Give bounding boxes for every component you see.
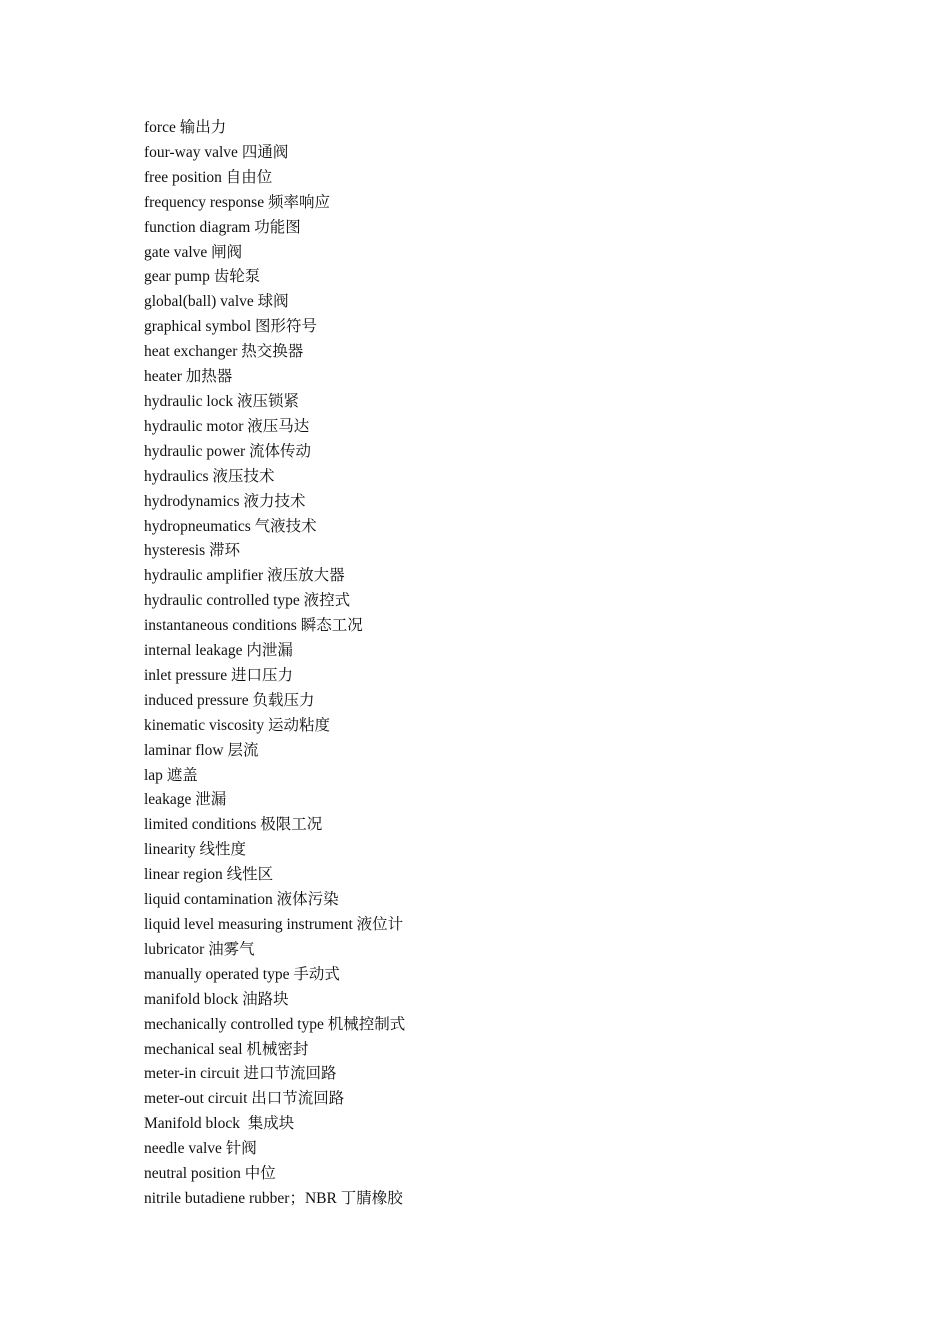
glossary-entry: lubricator 油雾气 [144,940,255,958]
glossary-entry: linear region 线性区 [144,866,274,884]
glossary-entry: mechanically controlled type 机械控制式 [144,1015,406,1033]
glossary-entry: limited conditions 极限工况 [144,816,323,834]
glossary-entry: global(ball) valve 球阀 [144,293,289,311]
glossary-entry: gate valve 闸阀 [144,243,243,261]
glossary-entry: internal leakage 内泄漏 [144,642,293,660]
glossary-entry: gear pump 齿轮泵 [144,268,261,286]
glossary-entry: linearity 线性度 [144,841,247,859]
glossary-entry: heat exchanger 热交换器 [144,343,304,361]
glossary-entry: instantaneous conditions 瞬态工况 [144,617,363,635]
glossary-entry: four-way valve 四通阀 [144,143,289,161]
glossary-entry: graphical symbol 图形符号 [144,318,318,336]
glossary-entry: hydropneumatics 气液技术 [144,517,317,535]
glossary-entry: liquid level measuring instrument 液位计 [144,916,404,933]
glossary-entry: heater 加热器 [144,368,233,386]
glossary-entry: needle valve 针阀 [144,1140,257,1158]
glossary-entry: hydraulic motor 液压马达 [144,417,310,435]
glossary-entry: nitrile butadiene rubber；NBR 丁腈橡胶 [144,1189,403,1207]
glossary-entry: neutral position 中位 [144,1165,276,1183]
glossary-entry: liquid contamination 液体污染 [144,891,339,909]
glossary-entry: leakage 泄漏 [144,791,227,809]
glossary-entry: frequency response 频率响应 [144,193,330,211]
glossary-entry: hydraulic amplifier 液压放大器 [144,567,345,585]
glossary-entry: Manifold block 集成块 [144,1115,295,1133]
glossary-entry: hydraulics 液压技术 [144,467,275,485]
glossary-entry: hydraulic controlled type 液控式 [144,592,351,610]
glossary-entry: meter-in circuit 进口节流回路 [144,1065,337,1083]
glossary-entry: mechanical seal 机械密封 [144,1040,309,1058]
glossary-list [144,116,405,1212]
glossary-entry: function diagram 功能图 [144,218,301,236]
glossary-entry: hysteresis 滞环 [144,542,241,560]
glossary-entry: manifold block 油路块 [144,990,289,1008]
glossary-entry: hydrodynamics 液力技术 [144,492,306,510]
glossary-entry: manually operated type 手动式 [144,965,340,983]
glossary-entry: kinematic viscosity 运动粘度 [144,716,330,734]
glossary-entry: meter-out circuit 出口节流回路 [144,1090,345,1108]
glossary-entry: hydraulic power 流体传动 [144,442,312,460]
glossary-entry: laminar flow 层流 [144,741,259,759]
glossary-entry: force 输出力 [144,119,227,136]
glossary-entry: hydraulic lock 液压锁紧 [144,392,299,410]
glossary-entry: induced pressure 负载压力 [144,691,315,709]
glossary-entry: inlet pressure 进口压力 [144,666,293,684]
glossary-entry: lap 遮盖 [144,766,198,784]
glossary-entry: free position 自由位 [144,168,273,186]
